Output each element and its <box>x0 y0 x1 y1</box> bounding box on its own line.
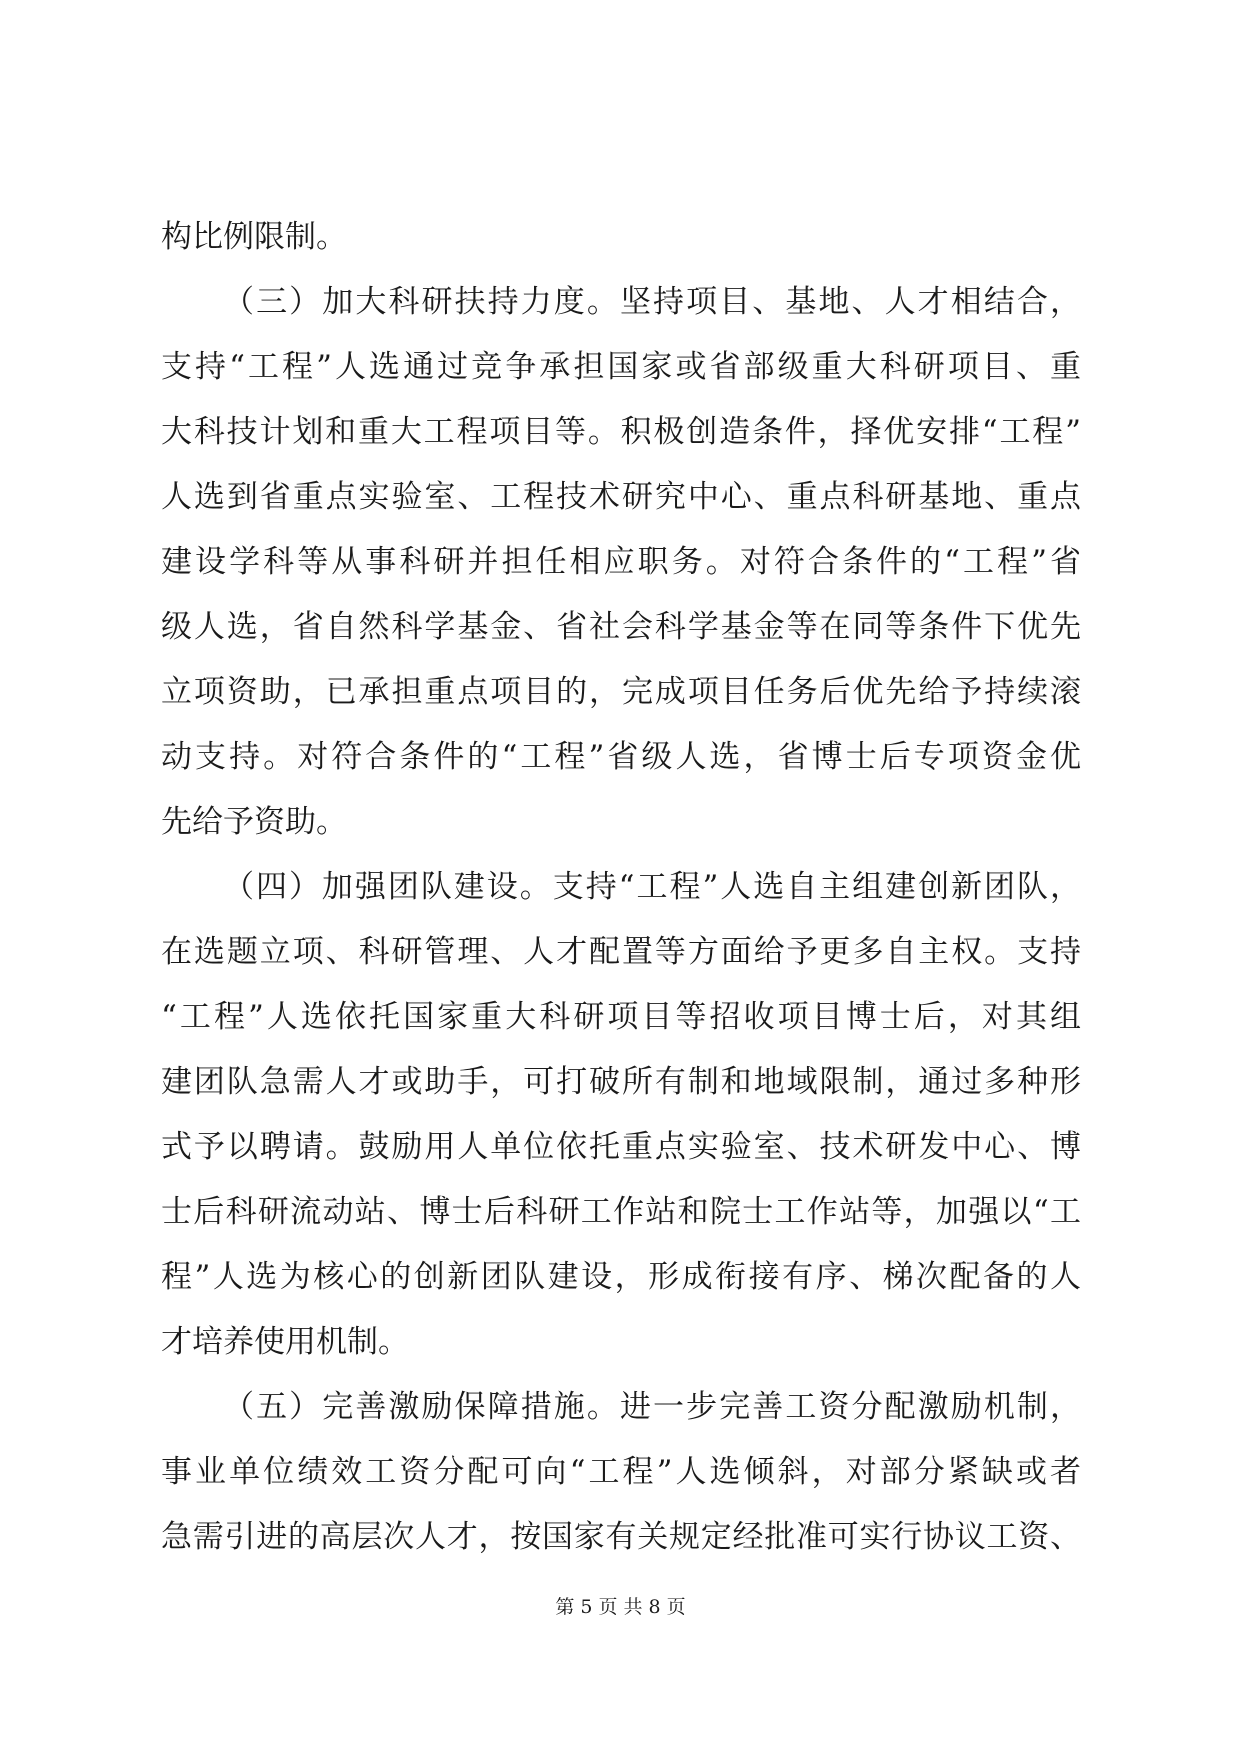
text-line: 式予以聘请。鼓励用人单位依托重点实验室、技术研发中心、博 <box>161 1129 1081 1165</box>
text-line: 建团队急需人才或助手，可打破所有制和地域限制，通过多种形 <box>161 1064 1081 1100</box>
text-line: （四）加强团队建设。支持“工程”人选自主组建创新团队， <box>223 869 1081 905</box>
page-footer <box>0 1592 1241 1619</box>
text-line: 大科技计划和重大工程项目等。积极创造条件，择优安排“工程” <box>161 414 1081 450</box>
text-line: 在选题立项、科研管理、人才配置等方面给予更多自主权。支持 <box>161 934 1081 970</box>
text-line: 级人选，省自然科学基金、省社会科学基金等在同等条件下优先 <box>161 609 1081 645</box>
text-line: 构比例限制。 <box>161 219 347 255</box>
text-line: “工程”人选依托国家重大科研项目等招收项目博士后，对其组 <box>161 999 1081 1035</box>
text-line: 程”人选为核心的创新团队建设，形成衔接有序、梯次配备的人 <box>161 1259 1081 1295</box>
text-line: 士后科研流动站、博士后科研工作站和院士工作站等，加强以“工 <box>161 1194 1081 1230</box>
text-line: 才培养使用机制。 <box>161 1324 409 1360</box>
text-line: 动支持。对符合条件的“工程”省级人选，省博士后专项资金优 <box>161 739 1081 775</box>
text-line: （五）完善激励保障措施。进一步完善工资分配激励机制， <box>223 1389 1081 1425</box>
text-line: （三）加大科研扶持力度。坚持项目、基地、人才相结合， <box>223 284 1081 320</box>
text-line: 先给予资助。 <box>161 804 347 840</box>
page-number-label: 第 5 页 共 8 页 <box>555 1596 686 1618</box>
text-line: 立项资助，已承担重点项目的，完成项目任务后优先给予持续滚 <box>161 674 1081 710</box>
document-body <box>161 205 1081 1570</box>
text-line: 事业单位绩效工资分配可向“工程”人选倾斜，对部分紧缺或者 <box>161 1454 1081 1490</box>
text-line: 支持“工程”人选通过竞争承担国家或省部级重大科研项目、重 <box>161 349 1081 385</box>
text-line: 急需引进的高层次人才，按国家有关规定经批准可实行协议工资、 <box>161 1519 1081 1555</box>
text-line: 建设学科等从事科研并担任相应职务。对符合条件的“工程”省 <box>161 544 1081 580</box>
text-line: 人选到省重点实验室、工程技术研究中心、重点科研基地、重点 <box>161 479 1081 515</box>
